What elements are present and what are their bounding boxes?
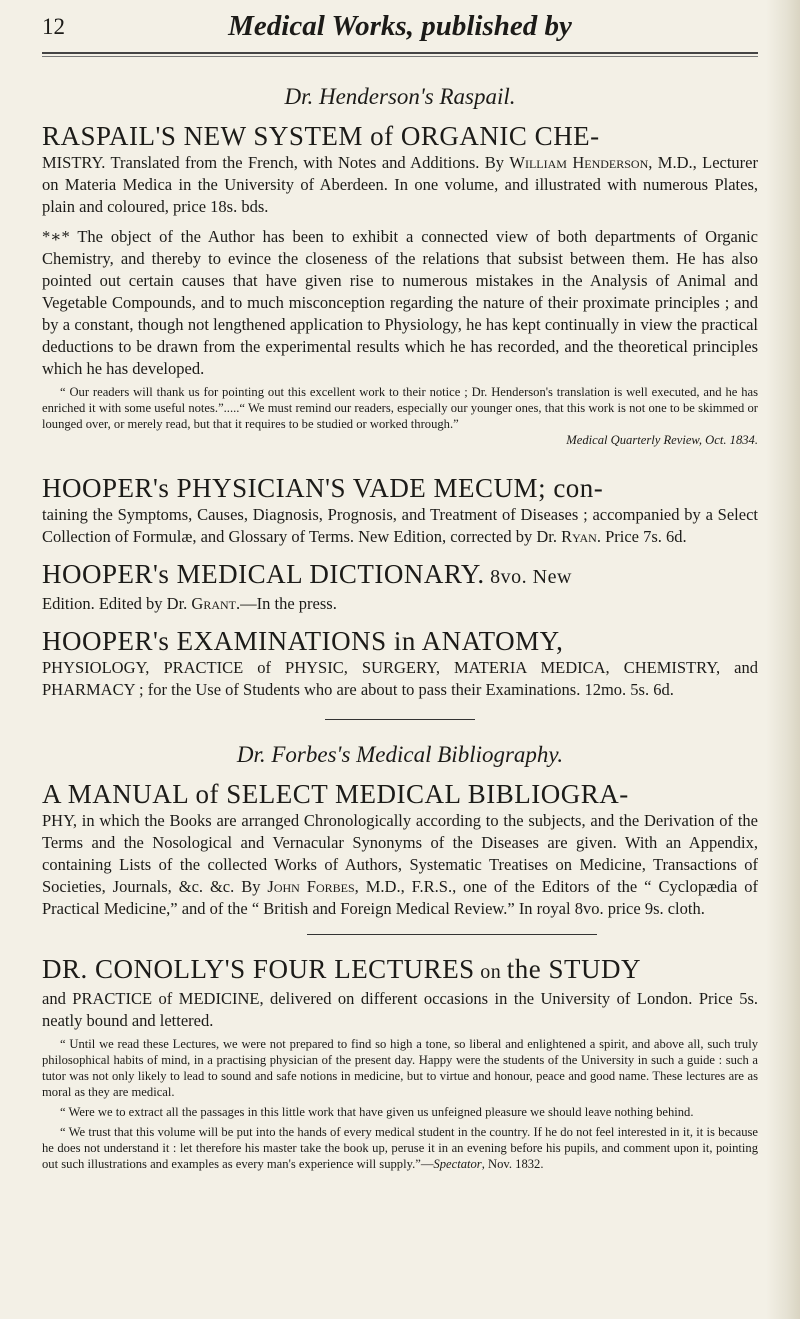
entry-forbes-bibliography <box>42 778 758 920</box>
review-quote: “ Our readers will thank us for pointing out this excellent work to their notice ; Dr. Henderson's translation is well executed, and he has enriched it with some useful notes.”.....“ We must remind our readers, especially our younger ones, that this work is not one to be skimmed or lounged over, or merely read, but that it requires to be studied or worked through.” <box>42 385 758 431</box>
entry-body <box>42 810 758 920</box>
book-page <box>42 0 758 1182</box>
note-mark: *∗* <box>42 227 70 246</box>
entry-body: and PRACTICE of MEDICINE, delivered on different occasions in the University of London. Price 5s. neatly bound and lettered. <box>42 989 758 1030</box>
body-text: Translated from the French, with Notes and Additions. By <box>105 153 510 172</box>
quote-source: Spectator <box>433 1157 482 1171</box>
running-title: Medical Works, published by <box>228 10 572 42</box>
entry-title: RASPAIL'S NEW SYSTEM of ORGANIC CHE- <box>42 121 600 151</box>
section-divider <box>325 719 475 720</box>
running-header <box>42 0 758 62</box>
title-text: DR. CONOLLY'S FOUR LECTURES <box>42 954 475 984</box>
title-tail: 8vo. New <box>484 566 572 588</box>
quote-text: “ We trust that this volume will be put into the hands of every medical student in the country. If he do not feel interested in it, it is because he does not understand it : let therefore his master take the book up, peruse it in an evening before his pupils, and comment upon it, pointing out such illustrations and examples as every man's experience will supply.”— <box>42 1125 758 1171</box>
section-heading-forbes: Dr. Forbes's Medical Bibliography. <box>236 742 564 767</box>
body-text: .—In the press. <box>236 594 337 613</box>
body-text: taining the Symptoms, Causes, Diagnosis, Prognosis, and Treatment of Diseases ; accompanied by a Select Collection of Formulæ, and Glossary of Terms. New Edition, corrected by Dr. <box>42 505 758 546</box>
author-note <box>42 226 758 380</box>
entry-hooper-examinations <box>42 625 758 701</box>
entry-hooper-vade-mecum <box>42 472 758 548</box>
review-quote <box>42 1124 758 1172</box>
editor-name: Ryan <box>561 527 597 546</box>
entry-title <box>42 558 758 593</box>
note-text: The object of the Author has been to exhibit a connected view of both departments of Organic Chemistry, and thereby to evince the closeness of the relations that subsist between them. He has also pointed out certain causes that have given rise to numerous mistakes in the Analysis of Animal and Vegetable Compounds, and to much misconception regarding the nature of their proximate principles ; and by a constant, though not lengthened application to Physiology, he has kept continually in view the practical deductions to be drawn from the experimental results which he has recorded, and the theoretical principles which he has developed. <box>42 227 758 378</box>
entry-title: HOOPER's PHYSICIAN'S VADE MECUM; con- <box>42 473 604 503</box>
entry-title: A MANUAL of SELECT MEDICAL BIBLIOGRA- <box>42 779 629 809</box>
body-lead: MISTRY. <box>42 153 106 172</box>
section-divider <box>307 934 597 935</box>
title-end: the STUDY <box>506 954 641 984</box>
entry-title <box>42 953 758 988</box>
author-name: John Forbes <box>267 877 355 896</box>
page-edge-shadow <box>766 0 800 1319</box>
review-quote: “ Until we read these Lectures, we were not prepared to find so high a tone, so liberal and enlightened a spirit, and above all, such truly philosophical habits of mind, in a practising physician of the present day. Happy were the students of the University in such a guide : such a tutor was not only likely to lead to sound and safe notions in medicine, but to virtue and honour, peace and good name. These lectures are as moral as they are medical. <box>42 1037 758 1099</box>
body-text: Edition. Edited by Dr. <box>42 594 192 613</box>
entry-conolly-lectures <box>42 953 758 1172</box>
body-text: , M.D., Lecturer on Materia Medica in the University of Aberdeen. In one volume, and illustrated with numerous Plates, plain and coloured, price 18s. bds. <box>42 153 758 216</box>
section-heading-raspail: Dr. Henderson's Raspail. <box>284 84 516 109</box>
entry-hooper-dictionary <box>42 558 758 615</box>
entry-body <box>42 504 758 548</box>
review-quote: “ Were we to extract all the passages in this little work that have given us unfeigned pleasure we should leave nothing behind. <box>60 1105 694 1119</box>
author-name: William Henderson <box>509 153 649 172</box>
body-text: PHY, in which the Books are arranged Chronologically according to the subjects, and the Derivation of the Terms and the Nosological and Vernacular Synonyms of the Diseases are given. With an Appendix, containing Lists of the collected Works of Authors, Systematic Treatises on Medicine, Transactions of Societies, Journals, &c. &c. By <box>42 811 758 896</box>
title-mid: on <box>474 961 507 983</box>
quote-date: , Nov. 1832. <box>481 1157 544 1171</box>
editor-name: Grant <box>191 594 236 613</box>
entry-body: PHYSIOLOGY, PRACTICE of PHYSIC, SURGERY, MATERIA MEDICA, CHEMISTRY, and PHARMACY ; for the Use of Students who are about to pass their Examinations. 12mo. 5s. 6d. <box>42 658 758 699</box>
body-text: , M.D., F.R.S., one of the Editors of the “ Cyclopædia of Practical Medicine,” and of the “ British and Foreign Medical Review.” In royal 8vo. price 9s. cloth. <box>42 877 758 918</box>
entry-title: HOOPER's EXAMINATIONS in ANATOMY, <box>42 626 564 656</box>
entry-body <box>42 593 758 615</box>
review-source: Medical Quarterly Review, Oct. 1834. <box>566 433 758 447</box>
entry-raspail <box>42 120 758 448</box>
body-text: . Price 7s. 6d. <box>596 527 687 546</box>
entry-body <box>42 152 758 218</box>
title-text: HOOPER's MEDICAL DICTIONARY. <box>42 559 485 589</box>
header-rule-thin <box>42 56 758 57</box>
header-rule <box>42 52 758 54</box>
page-number: 12 <box>42 14 65 39</box>
